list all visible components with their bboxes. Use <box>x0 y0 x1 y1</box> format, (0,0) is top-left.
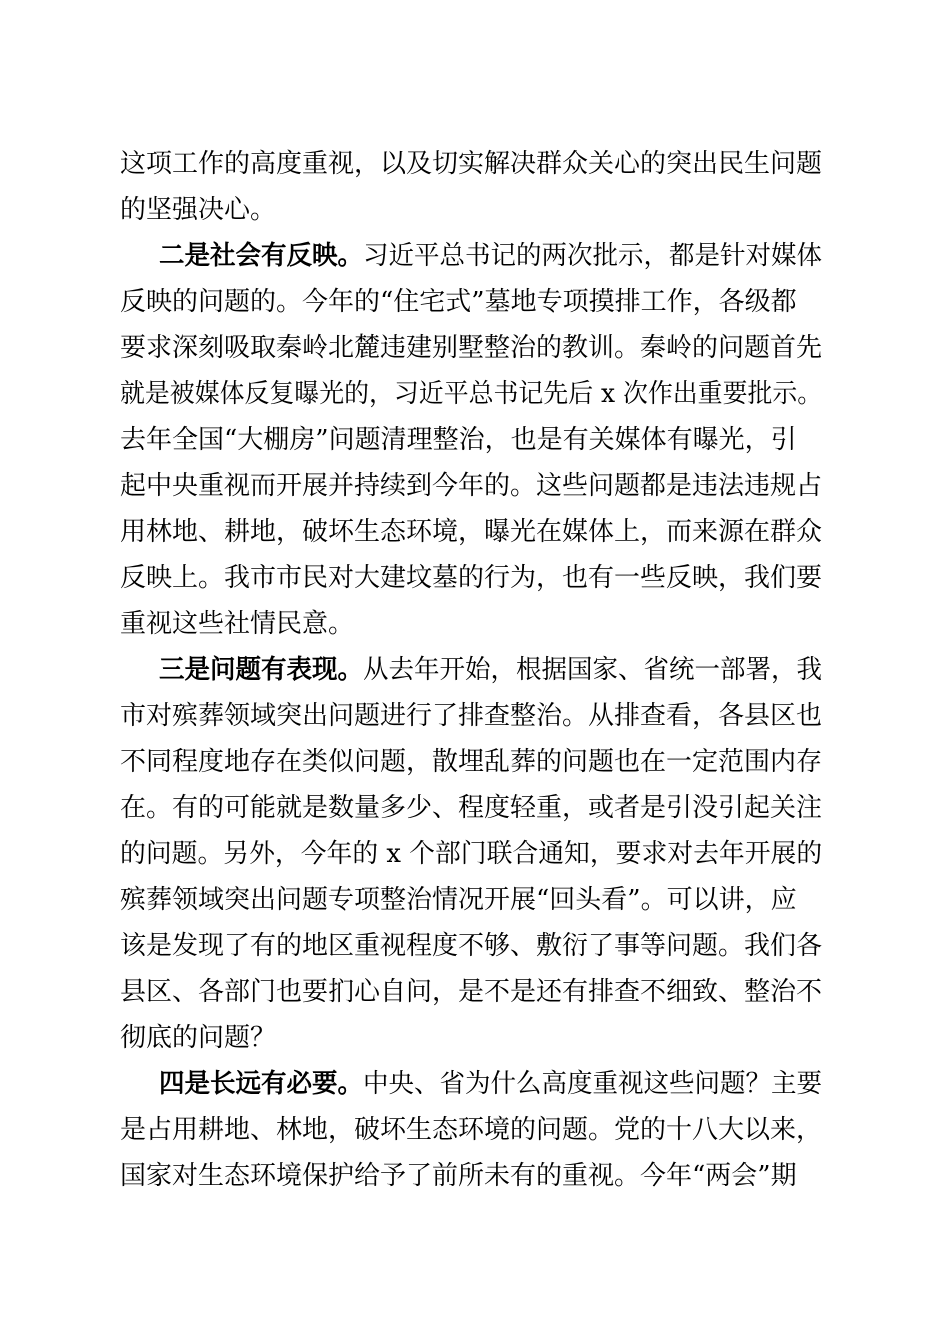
text-line: 重视这些社情民意。 <box>120 609 355 639</box>
text-line: 就是被媒体反复曝光的，习近平总书记先后 x 次作出重要批示。 <box>120 379 823 409</box>
text-run: 从去年开始，根据国家、省统一部署，我 <box>363 655 823 685</box>
paragraph-lead-heading: 三是问题有表现。 <box>159 655 364 685</box>
text-line: 国家对生态环境保护给予了前所未有的重视。今年“两会”期 <box>120 1161 797 1191</box>
text-line: 在。有的可能就是数量多少、程度轻重，或者是引没引起关注 <box>120 793 823 823</box>
paragraph-first-line <box>159 240 822 272</box>
text-line: 彻底的问题？ <box>120 1023 277 1053</box>
text-run: 中央、省为什么高度重视这些问题？主要 <box>363 1069 823 1099</box>
text-run: 习近平总书记的两次批示，都是针对媒体 <box>363 241 823 271</box>
text-line: 去年全国“大棚房”问题清理整治，也是有关媒体有曝光，引 <box>120 425 797 455</box>
paragraph-first-line <box>159 654 822 686</box>
paragraph-first-line <box>159 1068 822 1100</box>
text-line: 该是发现了有的地区重视程度不够、敷衍了事等问题。我们各 <box>120 931 823 961</box>
paragraph-lead-heading: 二是社会有反映。 <box>159 241 364 271</box>
text-line: 起中央重视而开展并持续到今年的。这些问题都是违法违规占 <box>120 471 823 501</box>
text-line: 的坚强决心。 <box>120 195 277 225</box>
text-line: 县区、各部门也要扪心自问，是不是还有排查不细致、整治不 <box>120 977 823 1007</box>
text-line: 用林地、耕地，破坏生态环境，曝光在媒体上，而来源在群众 <box>120 517 823 547</box>
text-line: 的问题。另外，今年的 x 个部门联合通知，要求对去年开展的 <box>120 839 823 869</box>
text-line: 要求深刻吸取秦岭北麓违建别墅整治的教训。秦岭的问题首先 <box>120 333 823 363</box>
text-line: 是占用耕地、林地，破坏生态环境的问题。党的十八大以来， <box>120 1115 823 1145</box>
text-line: 反映上。我市市民对大建坟墓的行为，也有一些反映，我们要 <box>120 563 823 593</box>
text-line: 反映的问题的。今年的“住宅式”墓地专项摸排工作，各级都 <box>120 287 797 317</box>
text-line: 市对殡葬领域突出问题进行了排查整治。从排查看，各县区也 <box>120 701 823 731</box>
text-line: 这项工作的高度重视，以及切实解决群众关心的突出民生问题 <box>120 149 823 179</box>
text-line: 不同程度地存在类似问题，散埋乱葬的问题也在一定范围内存 <box>120 747 823 777</box>
paragraph-lead-heading: 四是长远有必要。 <box>159 1069 364 1099</box>
text-line: 殡葬领域突出问题专项整治情况开展“回头看”。可以讲，应 <box>120 885 797 915</box>
